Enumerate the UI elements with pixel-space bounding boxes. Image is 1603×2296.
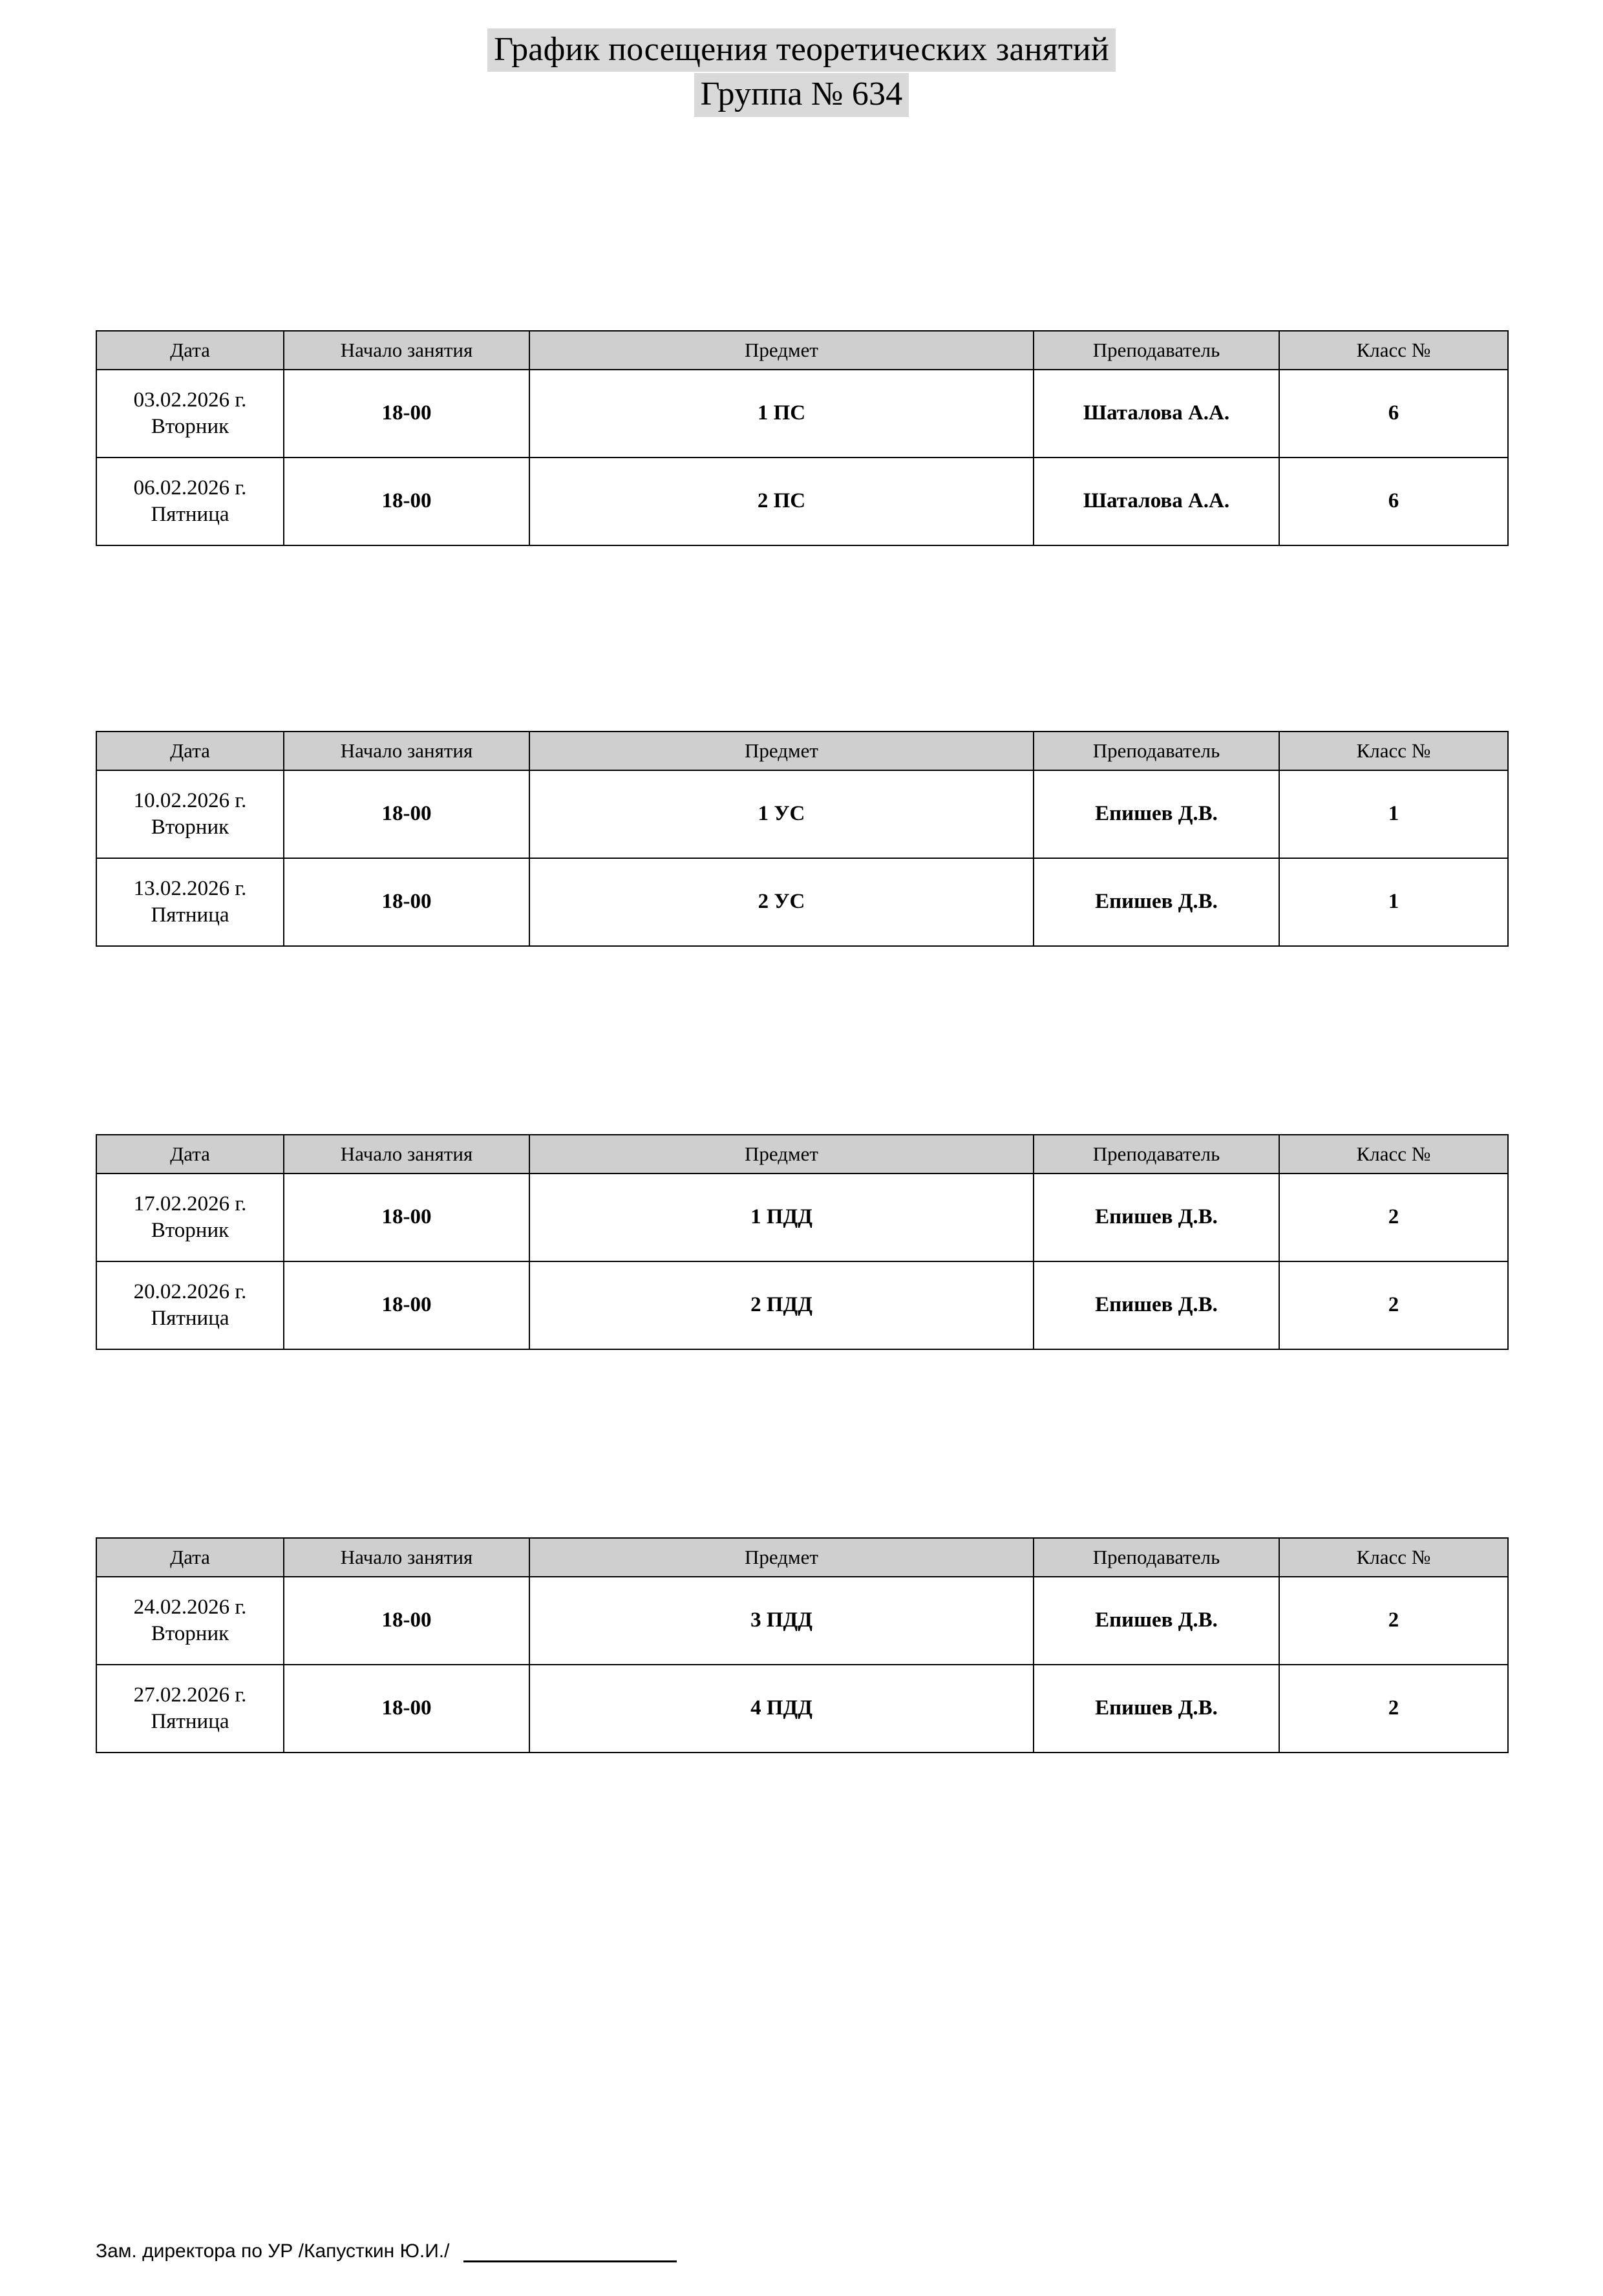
table-spacer xyxy=(96,1350,1507,1537)
cell-subject: 4 ПДД xyxy=(529,1665,1034,1753)
column-header-subject: Предмет xyxy=(529,1135,1034,1174)
table-row xyxy=(96,1665,1508,1753)
column-header-teacher: Преподаватель xyxy=(1034,331,1279,370)
table-header-row xyxy=(96,331,1508,370)
cell-time: 18-00 xyxy=(284,1665,529,1753)
schedule-table-1 xyxy=(96,330,1509,546)
cell-subject: 2 ПДД xyxy=(529,1261,1034,1349)
column-header-classroom: Класс № xyxy=(1279,1135,1508,1174)
cell-date xyxy=(96,458,284,545)
table-spacer xyxy=(96,546,1507,731)
column-header-date: Дата xyxy=(96,1135,284,1174)
column-header-date: Дата xyxy=(96,331,284,370)
cell-subject: 1 ПДД xyxy=(529,1174,1034,1261)
column-header-subject: Предмет xyxy=(529,1538,1034,1577)
column-header-start-time: Начало занятия xyxy=(284,732,529,770)
column-header-date: Дата xyxy=(96,1538,284,1577)
cell-classroom: 1 xyxy=(1279,858,1508,946)
cell-time: 18-00 xyxy=(284,370,529,458)
cell-date-value: 13.02.2026 г. xyxy=(133,877,247,901)
cell-weekday-value: Вторник xyxy=(151,815,229,839)
table-row xyxy=(96,458,1508,545)
cell-subject: 1 ПС xyxy=(529,370,1034,458)
cell-date xyxy=(96,770,284,858)
cell-subject: 2 УС xyxy=(529,858,1034,946)
cell-date xyxy=(96,1261,284,1349)
document-page xyxy=(0,28,1603,2296)
cell-date xyxy=(96,1174,284,1261)
table-spacer xyxy=(96,947,1507,1134)
cell-weekday-value: Вторник xyxy=(151,414,229,438)
cell-subject: 1 УС xyxy=(529,770,1034,858)
table-header-row xyxy=(96,1538,1508,1577)
table-header-row xyxy=(96,732,1508,770)
cell-weekday-value: Вторник xyxy=(151,1621,229,1645)
schedule-table-3 xyxy=(96,1134,1509,1350)
column-header-start-time: Начало занятия xyxy=(284,1135,529,1174)
cell-time: 18-00 xyxy=(284,858,529,946)
cell-weekday-value: Пятница xyxy=(151,502,229,526)
cell-teacher: Епишев Д.В. xyxy=(1034,770,1279,858)
cell-date-value: 27.02.2026 г. xyxy=(133,1683,247,1707)
cell-time: 18-00 xyxy=(284,770,529,858)
column-header-teacher: Преподаватель xyxy=(1034,1538,1279,1577)
cell-date xyxy=(96,1665,284,1753)
table-row xyxy=(96,1261,1508,1349)
cell-date-value: 24.02.2026 г. xyxy=(133,1596,247,1619)
table-row xyxy=(96,1577,1508,1665)
cell-date-value: 03.02.2026 г. xyxy=(133,388,247,412)
column-header-classroom: Класс № xyxy=(1279,1538,1508,1577)
schedule-table-2 xyxy=(96,731,1509,947)
column-header-teacher: Преподаватель xyxy=(1034,732,1279,770)
cell-date xyxy=(96,1577,284,1665)
cell-teacher: Епишев Д.В. xyxy=(1034,1665,1279,1753)
cell-teacher: Шаталова А.А. xyxy=(1034,458,1279,545)
cell-teacher: Епишев Д.В. xyxy=(1034,1174,1279,1261)
column-header-classroom: Класс № xyxy=(1279,331,1508,370)
cell-time: 18-00 xyxy=(284,1174,529,1261)
cell-date-value: 17.02.2026 г. xyxy=(133,1192,247,1216)
cell-classroom: 2 xyxy=(1279,1261,1508,1349)
cell-teacher: Шаталова А.А. xyxy=(1034,370,1279,458)
cell-classroom: 2 xyxy=(1279,1665,1508,1753)
signature-line xyxy=(463,2244,677,2262)
table-header-row xyxy=(96,1135,1508,1174)
schedule-table-4 xyxy=(96,1537,1509,1753)
signature-label: Зам. директора по УР /Капусткин Ю.И./ xyxy=(96,2240,450,2262)
column-header-start-time: Начало занятия xyxy=(284,1538,529,1577)
cell-time: 18-00 xyxy=(284,458,529,545)
cell-classroom: 6 xyxy=(1279,458,1508,545)
cell-weekday-value: Пятница xyxy=(151,903,229,927)
cell-weekday-value: Вторник xyxy=(151,1218,229,1242)
cell-classroom: 1 xyxy=(1279,770,1508,858)
table-row xyxy=(96,370,1508,458)
cell-date-value: 20.02.2026 г. xyxy=(133,1280,247,1304)
schedule-tables xyxy=(0,330,1603,1753)
document-title xyxy=(0,28,1603,117)
column-header-teacher: Преподаватель xyxy=(1034,1135,1279,1174)
cell-classroom: 6 xyxy=(1279,370,1508,458)
cell-date xyxy=(96,370,284,458)
signature-block xyxy=(96,2240,677,2262)
title-line-2: Группа № 634 xyxy=(694,73,909,116)
column-header-subject: Предмет xyxy=(529,732,1034,770)
column-header-start-time: Начало занятия xyxy=(284,331,529,370)
cell-classroom: 2 xyxy=(1279,1577,1508,1665)
cell-subject: 2 ПС xyxy=(529,458,1034,545)
column-header-classroom: Класс № xyxy=(1279,732,1508,770)
table-row xyxy=(96,858,1508,946)
table-row xyxy=(96,770,1508,858)
cell-date-value: 10.02.2026 г. xyxy=(133,789,247,813)
cell-time: 18-00 xyxy=(284,1261,529,1349)
title-line-1: График посещения теоретических занятий xyxy=(487,28,1116,72)
column-header-date: Дата xyxy=(96,732,284,770)
cell-weekday-value: Пятница xyxy=(151,1709,229,1733)
cell-teacher: Епишев Д.В. xyxy=(1034,1577,1279,1665)
cell-teacher: Епишев Д.В. xyxy=(1034,858,1279,946)
cell-date xyxy=(96,858,284,946)
cell-time: 18-00 xyxy=(284,1577,529,1665)
cell-weekday-value: Пятница xyxy=(151,1306,229,1330)
table-row xyxy=(96,1174,1508,1261)
column-header-subject: Предмет xyxy=(529,331,1034,370)
cell-date-value: 06.02.2026 г. xyxy=(133,476,247,500)
cell-teacher: Епишев Д.В. xyxy=(1034,1261,1279,1349)
cell-classroom: 2 xyxy=(1279,1174,1508,1261)
cell-subject: 3 ПДД xyxy=(529,1577,1034,1665)
